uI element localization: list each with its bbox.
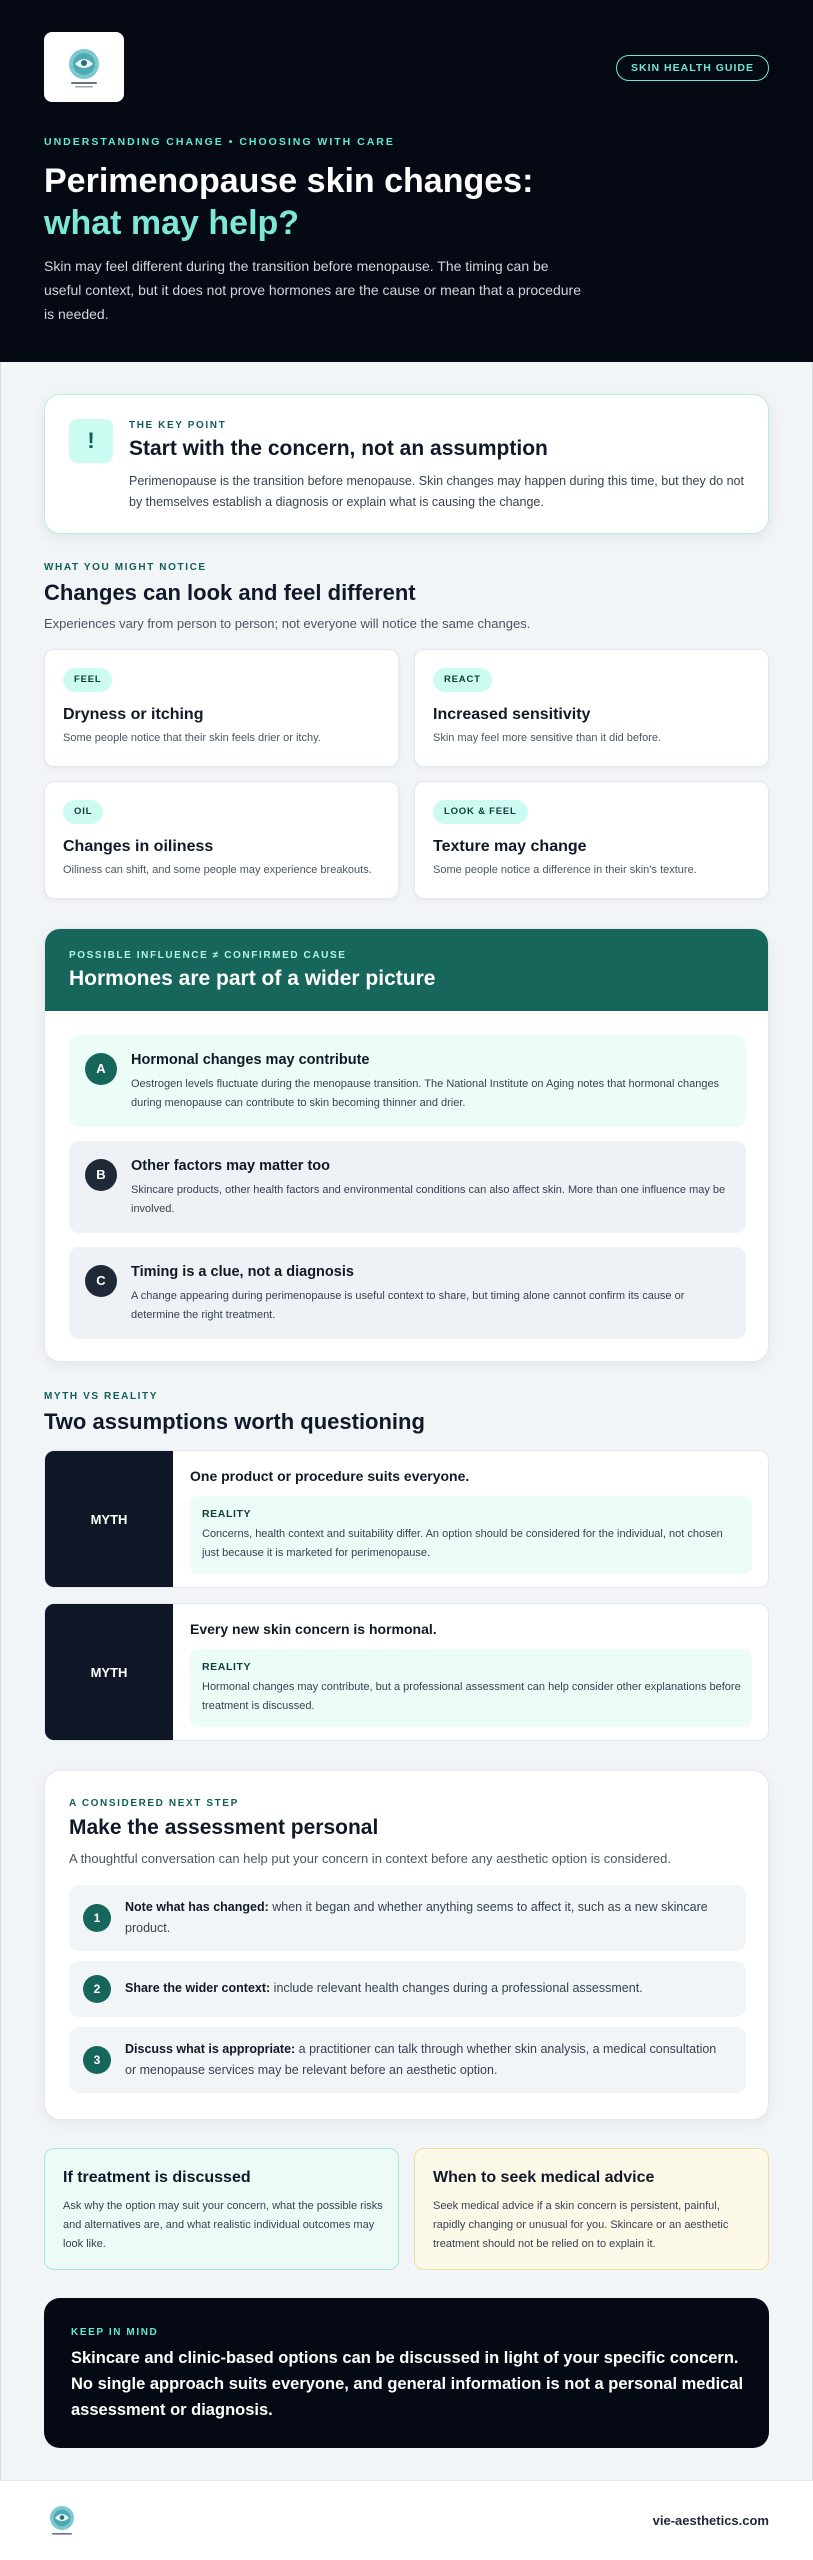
change-title: Changes in oiliness xyxy=(63,838,214,855)
hero xyxy=(0,0,813,362)
change-tag: REACT xyxy=(433,668,492,692)
assessment-card xyxy=(44,1770,769,2120)
step-text xyxy=(125,1897,725,1939)
change-text: Oiliness can shift, and some people may experience breakouts. xyxy=(63,864,372,876)
reality-label: REALITY xyxy=(202,1508,252,1520)
keep-in-mind-panel xyxy=(44,2298,769,2448)
step-body: when it began and whether anything seems to affect it, such as a new skincare product. xyxy=(125,1900,708,1935)
step-lead: Discuss what is appropriate: xyxy=(125,2042,296,2056)
step-number: 3 xyxy=(83,2046,111,2074)
step-text xyxy=(125,1978,725,1999)
logo-mark-icon xyxy=(61,44,107,90)
factor-title: Timing is a clue, not a diagnosis xyxy=(131,1264,354,1280)
key-point-title: Start with the concern, not an assumption xyxy=(129,437,548,460)
change-title: Increased sensitivity xyxy=(433,706,591,723)
website-link[interactable]: vie-aesthetics.com xyxy=(652,2513,769,2528)
step-text xyxy=(125,2039,725,2081)
step-item xyxy=(69,1961,746,2017)
change-text: Skin may feel more sensitive than it did before. xyxy=(433,732,662,744)
footer-logo-icon[interactable] xyxy=(44,2503,80,2539)
page-title-line2: what may help? xyxy=(44,204,300,242)
factor-badge: B xyxy=(85,1159,117,1191)
change-card-sensitivity xyxy=(414,649,769,767)
step-number: 1 xyxy=(83,1904,111,1932)
factor-item-other xyxy=(69,1141,746,1233)
key-point-eyebrow: THE KEY POINT xyxy=(129,420,227,431)
hormones-title: Hormones are part of a wider picture xyxy=(69,967,436,990)
myth-card xyxy=(44,1450,769,1588)
change-title: Dryness or itching xyxy=(63,706,204,723)
key-point-card xyxy=(44,394,769,534)
myths-title: Two assumptions worth questioning xyxy=(44,1409,425,1434)
assessment-title: Make the assessment personal xyxy=(69,1816,379,1839)
info-title: When to seek medical advice xyxy=(433,2169,655,2186)
change-card-oiliness xyxy=(44,781,399,899)
step-body: a practitioner can talk through whether skin analysis, a medical consultation or menopause services may be relevant before an aesthetic option. xyxy=(125,2042,717,2077)
myth-label: MYTH xyxy=(45,1451,173,1587)
reality-box xyxy=(190,1649,752,1727)
factor-text: A change appearing during perimenopause is useful context to share, but timing alone cannot confirm its cause or determine the right treatment. xyxy=(131,1290,685,1321)
key-point-text: Perimenopause is the transition before menopause. Skin changes may happen during this time, but they do not by themselves establish a diagnosis or explain what is causing the change. xyxy=(129,474,744,509)
factor-item-timing xyxy=(69,1247,746,1339)
factor-text: Oestrogen levels fluctuate during the menopause transition. The National Institute on Aging notes that hormonal changes during menopause can contribute to skin becoming thinner and drier. xyxy=(131,1078,720,1109)
change-card-dryness xyxy=(44,649,399,767)
reality-text: Hormonal changes may contribute, but a professional assessment can help consider other explanations before treatment is discussed. xyxy=(202,1681,741,1712)
info-text: Ask why the option may suit your concern, what the possible risks and alternatives are, and what realistic individual outcomes may look like. xyxy=(63,2200,383,2250)
hero-lead: Skin may feel different during the transition before menopause. The timing can be useful context, but it does not prove hormones are the cause or mean that a procedure is needed. xyxy=(44,258,581,322)
page-title-line1: Perimenopause skin changes: xyxy=(44,162,534,200)
change-card-texture xyxy=(414,781,769,899)
medical-advice-box xyxy=(414,2148,769,2270)
hormones-eyebrow: POSSIBLE INFLUENCE ≠ CONFIRMED CAUSE xyxy=(69,950,347,961)
assessment-subtitle: A thoughtful conversation can help put your concern in context before any aesthetic option is considered. xyxy=(69,1851,671,1866)
myths-eyebrow: MYTH VS REALITY xyxy=(44,1391,159,1402)
step-lead: Share the wider context: xyxy=(125,1981,271,1995)
hormones-header xyxy=(45,929,768,1011)
page-title xyxy=(44,160,533,244)
hormones-panel xyxy=(44,928,769,1362)
footer xyxy=(0,2480,813,2560)
factor-badge: C xyxy=(85,1265,117,1297)
factor-badge: A xyxy=(85,1053,117,1085)
myth-card xyxy=(44,1603,769,1741)
reality-label: REALITY xyxy=(202,1661,252,1673)
step-item xyxy=(69,1885,746,1951)
myth-statement: One product or procedure suits everyone. xyxy=(190,1468,470,1484)
change-tag: FEEL xyxy=(63,668,112,692)
change-tag: LOOK & FEEL xyxy=(433,800,528,824)
reality-box xyxy=(190,1496,752,1574)
reality-text: Concerns, health context and suitability differ. An option should be considered for the individual, not chosen just because it is marketed for perimenopause. xyxy=(202,1528,723,1559)
changes-subtitle: Experiences vary from person to person; not everyone will notice the same changes. xyxy=(44,616,531,631)
clinic-logo[interactable] xyxy=(44,32,124,102)
factor-title: Hormonal changes may contribute xyxy=(131,1052,370,1068)
change-tag: OIL xyxy=(63,800,103,824)
change-title: Texture may change xyxy=(433,838,587,855)
assessment-eyebrow: A CONSIDERED NEXT STEP xyxy=(69,1798,239,1809)
keep-in-mind-eyebrow: KEEP IN MIND xyxy=(71,2327,159,2338)
skin-health-guide-badge: SKIN HEALTH GUIDE xyxy=(616,55,769,81)
changes-title: Changes can look and feel different xyxy=(44,580,416,605)
info-text: Seek medical advice if a skin concern is persistent, painful, rapidly changing or unusual for you. Skincare or an aesthetic treatment should not be relied on to explain it. xyxy=(433,2200,729,2250)
myth-statement: Every new skin concern is hormonal. xyxy=(190,1621,437,1637)
step-lead: Note what has changed: xyxy=(125,1900,269,1914)
keep-in-mind-text: Skincare and clinic-based options can be discussed in light of your specific concern. No single approach suits everyone, and general information is not a personal medical assessment or diagnosis. xyxy=(71,2349,744,2419)
factor-title: Other factors may matter too xyxy=(131,1158,331,1174)
myth-label: MYTH xyxy=(45,1604,173,1740)
info-title: If treatment is discussed xyxy=(63,2169,251,2186)
changes-eyebrow: WHAT YOU MIGHT NOTICE xyxy=(44,562,207,573)
change-text: Some people notice that their skin feels drier or itchy. xyxy=(63,732,321,744)
change-text: Some people notice a difference in their skin’s texture. xyxy=(433,864,697,876)
factor-text: Skincare products, other health factors and environmental conditions can also affect skin. More than one influence may be involved. xyxy=(131,1184,726,1215)
factor-item-hormonal xyxy=(69,1035,746,1127)
treatment-discussed-box xyxy=(44,2148,399,2270)
hero-eyebrow: UNDERSTANDING CHANGE • CHOOSING WITH CARE xyxy=(44,136,395,148)
step-body: include relevant health changes during a professional assessment. xyxy=(270,1981,643,1995)
step-number: 2 xyxy=(83,1975,111,2003)
alert-icon: ! xyxy=(69,419,113,463)
step-item xyxy=(69,2027,746,2093)
